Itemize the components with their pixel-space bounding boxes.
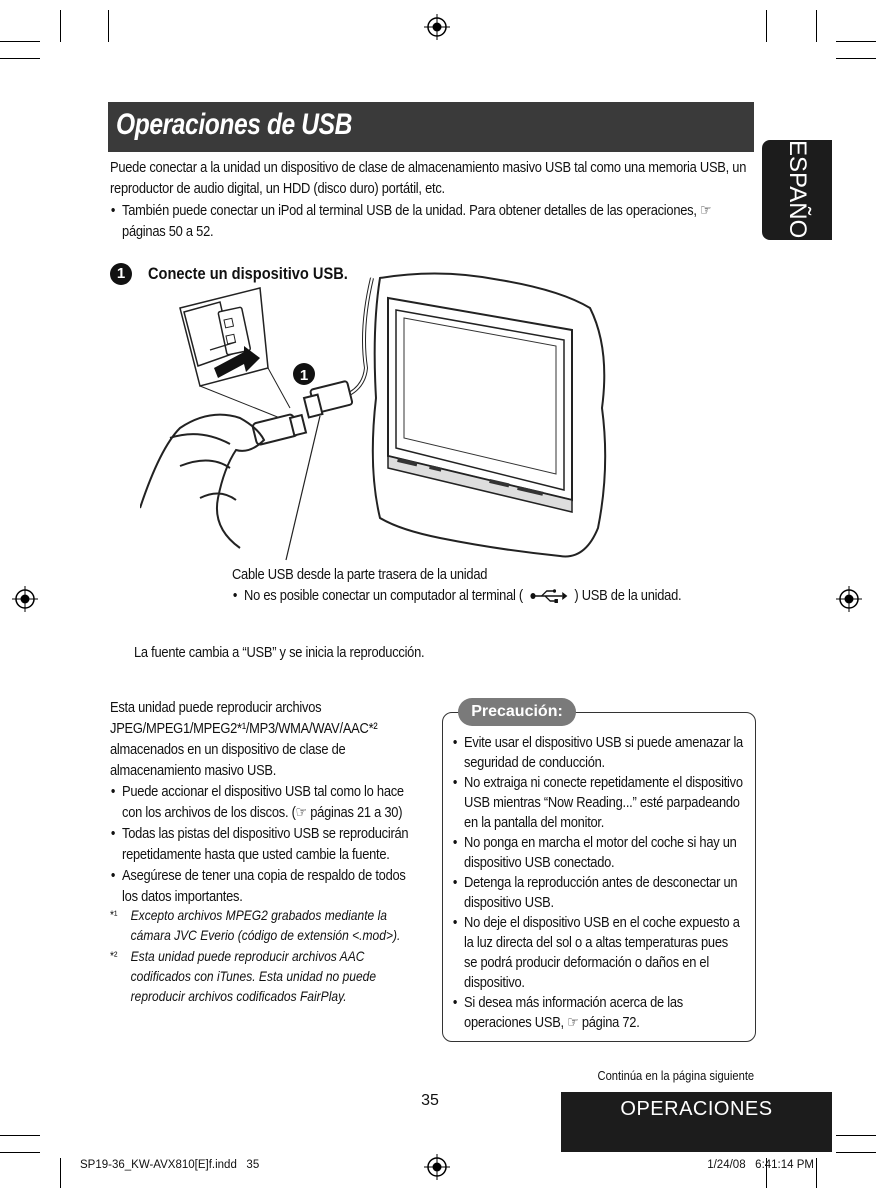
slug-date: 1/24/08 6:41:14 PM: [707, 1159, 814, 1171]
slug-filename: SP19-36_KW-AVX810[E]f.indd 35: [80, 1159, 260, 1171]
registration-mark-icon: [12, 586, 38, 612]
footnote: [110, 905, 410, 945]
usb-cable-connector: [304, 381, 353, 418]
caution-list-section: [452, 733, 744, 1033]
crop-mark: [60, 1158, 61, 1188]
page-number: 35: [421, 1092, 439, 1109]
crop-mark: [816, 10, 817, 42]
usb-symbol-icon: [530, 589, 568, 603]
callout-number: 1: [299, 367, 309, 384]
caution-label: [458, 698, 576, 726]
footnote-mark: *²: [110, 949, 118, 963]
crop-mark: [836, 1135, 876, 1136]
caution-item: • No extraiga ni conecte repetidamente el dispositivo USB mientras “Now Reading...” esté parpadeando en la pantalla del monitor.: [452, 773, 744, 833]
registration-mark-icon: [424, 14, 450, 40]
section-footer-tab: [561, 1092, 832, 1152]
crop-mark: [836, 58, 876, 59]
crop-mark: [816, 1158, 817, 1188]
cable-note-text-after: ) USB de la unidad.: [574, 587, 682, 604]
footnote-mark: *¹: [110, 908, 118, 922]
cable-label-section: [232, 564, 702, 606]
step-title-text: Conecte un dispositivo USB.: [148, 264, 348, 283]
intro-text: Puede conectar a la unidad un dispositivo de clase de almacenamiento masivo USB tal como una memoria USB, un reproductor de audio digital, un HDD (disco duro) portátil, etc.: [110, 159, 747, 197]
section-title-bar: [108, 102, 754, 152]
footnote-text: Esta unidad puede reproducir archivos AAC codificados con iTunes. Esta unidad no puede reproducir archivos codificados FairPlay.: [130, 948, 377, 1004]
playback-bullet: • Todas las pistas del dispositivo USB se reproducirán repetidamente hasta que usted cambie la fuente.: [110, 823, 410, 865]
page-title: Operaciones de USB: [116, 108, 352, 141]
left-column: [110, 697, 410, 907]
crop-mark: [0, 41, 40, 42]
crop-mark: [836, 1152, 876, 1153]
section-footer-label: OPERACIONES: [620, 1098, 773, 1120]
continued-text: Continúa en la página siguiente: [597, 1068, 754, 1083]
language-tab-label: ESPAÑOL: [784, 140, 811, 252]
footnote-text: Excepto archivos MPEG2 grabados mediante la cámara JVC Everio (código de extensión <.mod>).: [130, 907, 401, 943]
language-tab: [762, 140, 832, 252]
caution-item: • Detenga la reproducción antes de desconectar un dispositivo USB.: [452, 873, 744, 913]
continued-note: [560, 1068, 754, 1083]
crop-mark: [0, 1135, 40, 1136]
intro-bullet: • También puede conectar un iPod al terminal USB de la unidad. Para obtener detalles de las operaciones, ☞ páginas 50 a 52.: [110, 200, 750, 242]
hand-drawing: [140, 415, 264, 548]
caution-item: • No ponga en marcha el motor del coche si hay un dispositivo USB conectado.: [452, 833, 744, 873]
caution-item: • Si desea más información acerca de las operaciones USB, ☞ página 72.: [452, 993, 744, 1033]
playback-bullet: • Puede accionar el dispositivo USB tal como lo hace con los archivos de los discos. (☞ páginas 21 a 30): [110, 781, 410, 823]
step-result: [134, 642, 454, 663]
caution-label-text: Precaución:: [471, 703, 563, 720]
crop-mark: [0, 58, 40, 59]
footnote: [110, 946, 410, 1006]
intro-section: [110, 157, 750, 242]
crop-mark: [766, 10, 767, 42]
cable-label: Cable USB desde la parte trasera de la unidad: [232, 566, 488, 583]
cable-note: [232, 585, 714, 606]
crop-mark: [108, 10, 109, 42]
usb-connection-illustration: [140, 268, 610, 568]
step-result-text: La fuente cambia a “USB” y se inicia la reproducción.: [134, 644, 425, 661]
crop-mark: [836, 41, 876, 42]
caution-item: • Evite usar el dispositivo USB si puede amenazar la seguridad de conducción.: [452, 733, 744, 773]
playback-info-text: Esta unidad puede reproducir archivos JPEG/MPEG1/MPEG2*¹/MP3/WMA/WAV/AAC*² almacenados en un dispositivo de clase de almacenamiento masivo USB.: [110, 699, 378, 779]
playback-bullet: • Asegúrese de tener una copia de respaldo de todos los datos importantes.: [110, 865, 410, 907]
registration-mark-icon: [424, 1154, 450, 1180]
caution-item: • No deje el dispositivo USB en el coche expuesto a la luz directa del sol o a altas temperaturas pues se podrá producir deformación o daños en el dispositivo.: [452, 913, 744, 993]
crop-mark: [0, 1152, 40, 1153]
step-number-badge: 1: [110, 263, 132, 285]
registration-mark-icon: [836, 586, 862, 612]
crop-mark: [60, 10, 61, 42]
usb-memory-stick: [252, 414, 306, 446]
cable-note-text-before: No es posible conectar un computador al terminal (: [244, 587, 523, 604]
footnotes: [110, 905, 410, 1006]
